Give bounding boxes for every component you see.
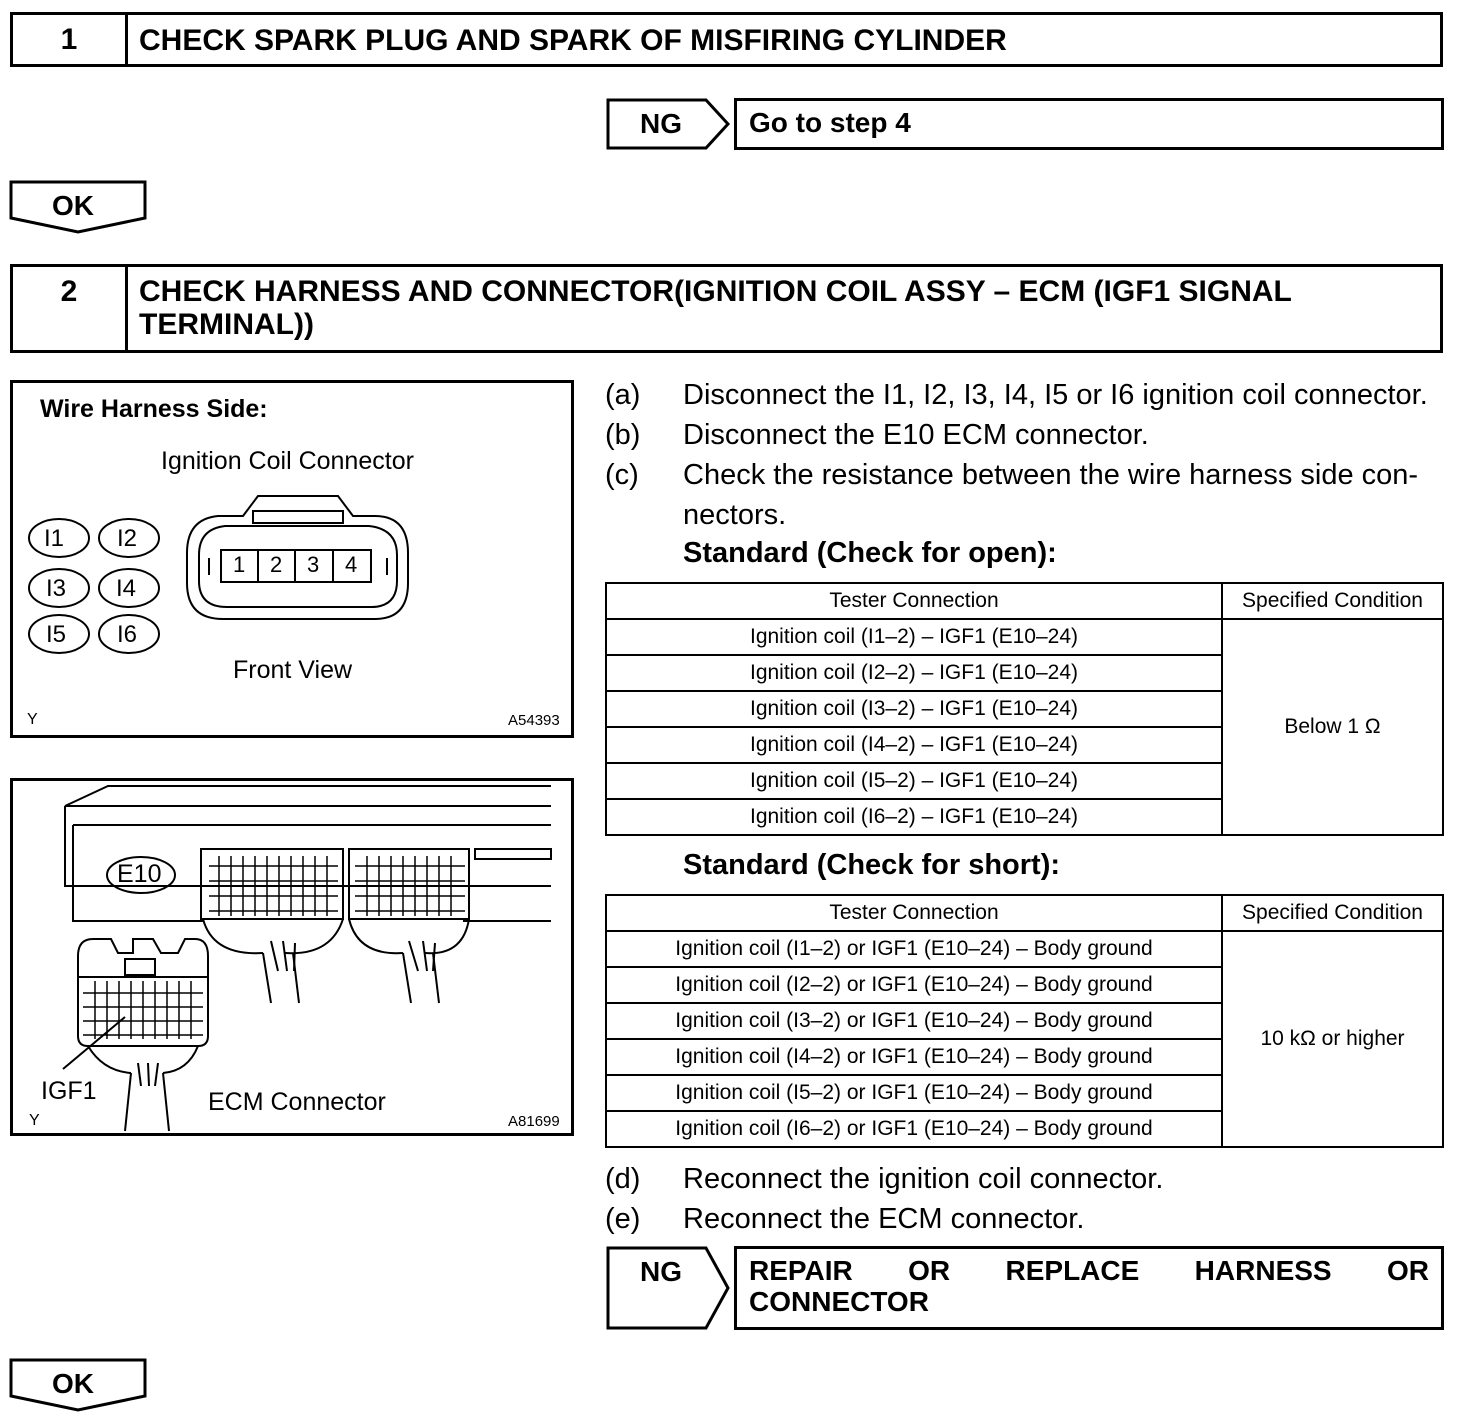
table-row: Ignition coil (I1–2) – IGF1 (E10–24) Below 1 Ω — [606, 619, 1443, 655]
figure-code: A81699 — [508, 1113, 560, 1130]
final-instruction-list — [605, 1159, 1455, 1239]
repair-harness-line-2: CONNECTOR — [749, 1286, 929, 1317]
table-row: Ignition coil (I5–2) or IGF1 (E10–24) – Body ground — [606, 1075, 1443, 1111]
ecm-housing — [65, 786, 551, 806]
ecm-connector-figure — [10, 778, 574, 1136]
table-row: Ignition coil (I4–2) – IGF1 (E10–24) — [606, 727, 1443, 763]
pin-1: 1 — [233, 552, 246, 577]
figure-code: A54393 — [508, 712, 560, 729]
table-row: Ignition coil (I3–2) or IGF1 (E10–24) – Body ground — [606, 1003, 1443, 1039]
pin-2: 2 — [270, 552, 283, 577]
instruction-item: (a) Disconnect the I1, I2, I3, I4, I5 or I6 ignition coil connector. — [605, 379, 1428, 411]
step-title: CHECK HARNESS AND CONNECTOR(IGNITION COIL ASSY – ECM (IGF1 SIGNAL TERMINAL)) — [139, 275, 1292, 341]
table-row: Ignition coil (I2–2) – IGF1 (E10–24) — [606, 655, 1443, 691]
front-view-label: Front View — [233, 656, 353, 684]
connector-id-label: E10 — [117, 860, 162, 888]
table-header-row — [606, 583, 1443, 619]
corner-mark: Y — [29, 1112, 40, 1129]
standard-short-table — [605, 894, 1444, 1148]
standard-open-title: Standard (Check for open): — [683, 537, 1057, 569]
igf1-leader-line — [63, 1017, 125, 1069]
pin-4: 4 — [345, 552, 358, 577]
instruction-item: nectors. — [683, 499, 787, 531]
instruction-item: (b) Disconnect the E10 ECM connector. — [605, 419, 1149, 451]
connector-lock-tab — [253, 511, 343, 523]
repair-harness-line-1: REPAIR OR REPLACE HARNESS OR — [749, 1255, 1429, 1286]
step-number: 1 — [13, 15, 128, 64]
figure-heading: Wire Harness Side: — [40, 395, 268, 423]
coil-label-i2: I2 — [117, 525, 138, 552]
step-2-header — [10, 264, 1443, 353]
condition-cell: Below 1 Ω — [1222, 619, 1443, 835]
corner-mark: Y — [27, 711, 38, 728]
header-specified-condition: Specified Condition — [1222, 583, 1443, 619]
step-1-header — [10, 12, 1443, 67]
terminal-label: IGF1 — [41, 1077, 97, 1105]
go-to-step-4-text: Go to step 4 — [749, 107, 911, 138]
connector-label: Ignition Coil Connector — [161, 447, 414, 475]
table-row: Ignition coil (I6–2) or IGF1 (E10–24) – Body ground — [606, 1111, 1443, 1147]
condition-cell: 10 kΩ or higher — [1222, 931, 1443, 1147]
standard-short-title: Standard (Check for short): — [683, 849, 1061, 881]
header-tester-connection: Tester Connection — [606, 583, 1222, 619]
table-row: Ignition coil (I5–2) – IGF1 (E10–24) — [606, 763, 1443, 799]
instruction-list — [605, 375, 1455, 535]
ok-label-2: OK — [52, 1368, 94, 1399]
ok-label-1: OK — [52, 190, 94, 221]
standard-open-table — [605, 582, 1444, 836]
instruction-item: (e) Reconnect the ECM connector. — [605, 1203, 1085, 1235]
table-header-row — [606, 895, 1443, 931]
step-title: CHECK SPARK PLUG AND SPARK OF MISFIRING CYLINDER — [139, 24, 1007, 57]
table-row: Ignition coil (I6–2) – IGF1 (E10–24) — [606, 799, 1443, 835]
header-specified-condition: Specified Condition — [1222, 895, 1443, 931]
ng-label-2: NG — [640, 1256, 682, 1287]
ng-label-1: NG — [640, 108, 682, 139]
coil-label-i4: I4 — [116, 575, 137, 602]
repair-harness-box — [734, 1246, 1444, 1330]
coil-label-i5: I5 — [46, 621, 67, 648]
ecm-drawing — [13, 781, 571, 1133]
coil-label-i1: I1 — [44, 525, 65, 552]
instruction-item: (d) Reconnect the ignition coil connector. — [605, 1163, 1164, 1195]
coil-label-i6: I6 — [117, 621, 138, 648]
ecm-socket-1 — [201, 849, 343, 919]
go-to-step-4-box — [734, 98, 1444, 150]
step-number: 2 — [13, 267, 128, 350]
ecm-caption: ECM Connector — [208, 1088, 386, 1116]
table-row: Ignition coil (I4–2) or IGF1 (E10–24) – Body ground — [606, 1039, 1443, 1075]
table-row: Ignition coil (I3–2) – IGF1 (E10–24) — [606, 691, 1443, 727]
header-tester-connection: Tester Connection — [606, 895, 1222, 931]
ignition-coil-connector-figure — [10, 380, 574, 738]
table-row: Ignition coil (I2–2) or IGF1 (E10–24) – Body ground — [606, 967, 1443, 1003]
instruction-item: (c) Check the resistance between the wire harness side con- — [605, 459, 1419, 491]
table-row: Ignition coil (I1–2) or IGF1 (E10–24) – Body ground 10 kΩ or higher — [606, 931, 1443, 967]
pin-3: 3 — [307, 552, 320, 577]
coil-label-i3: I3 — [46, 575, 67, 602]
connector-inner-outline — [199, 526, 397, 607]
